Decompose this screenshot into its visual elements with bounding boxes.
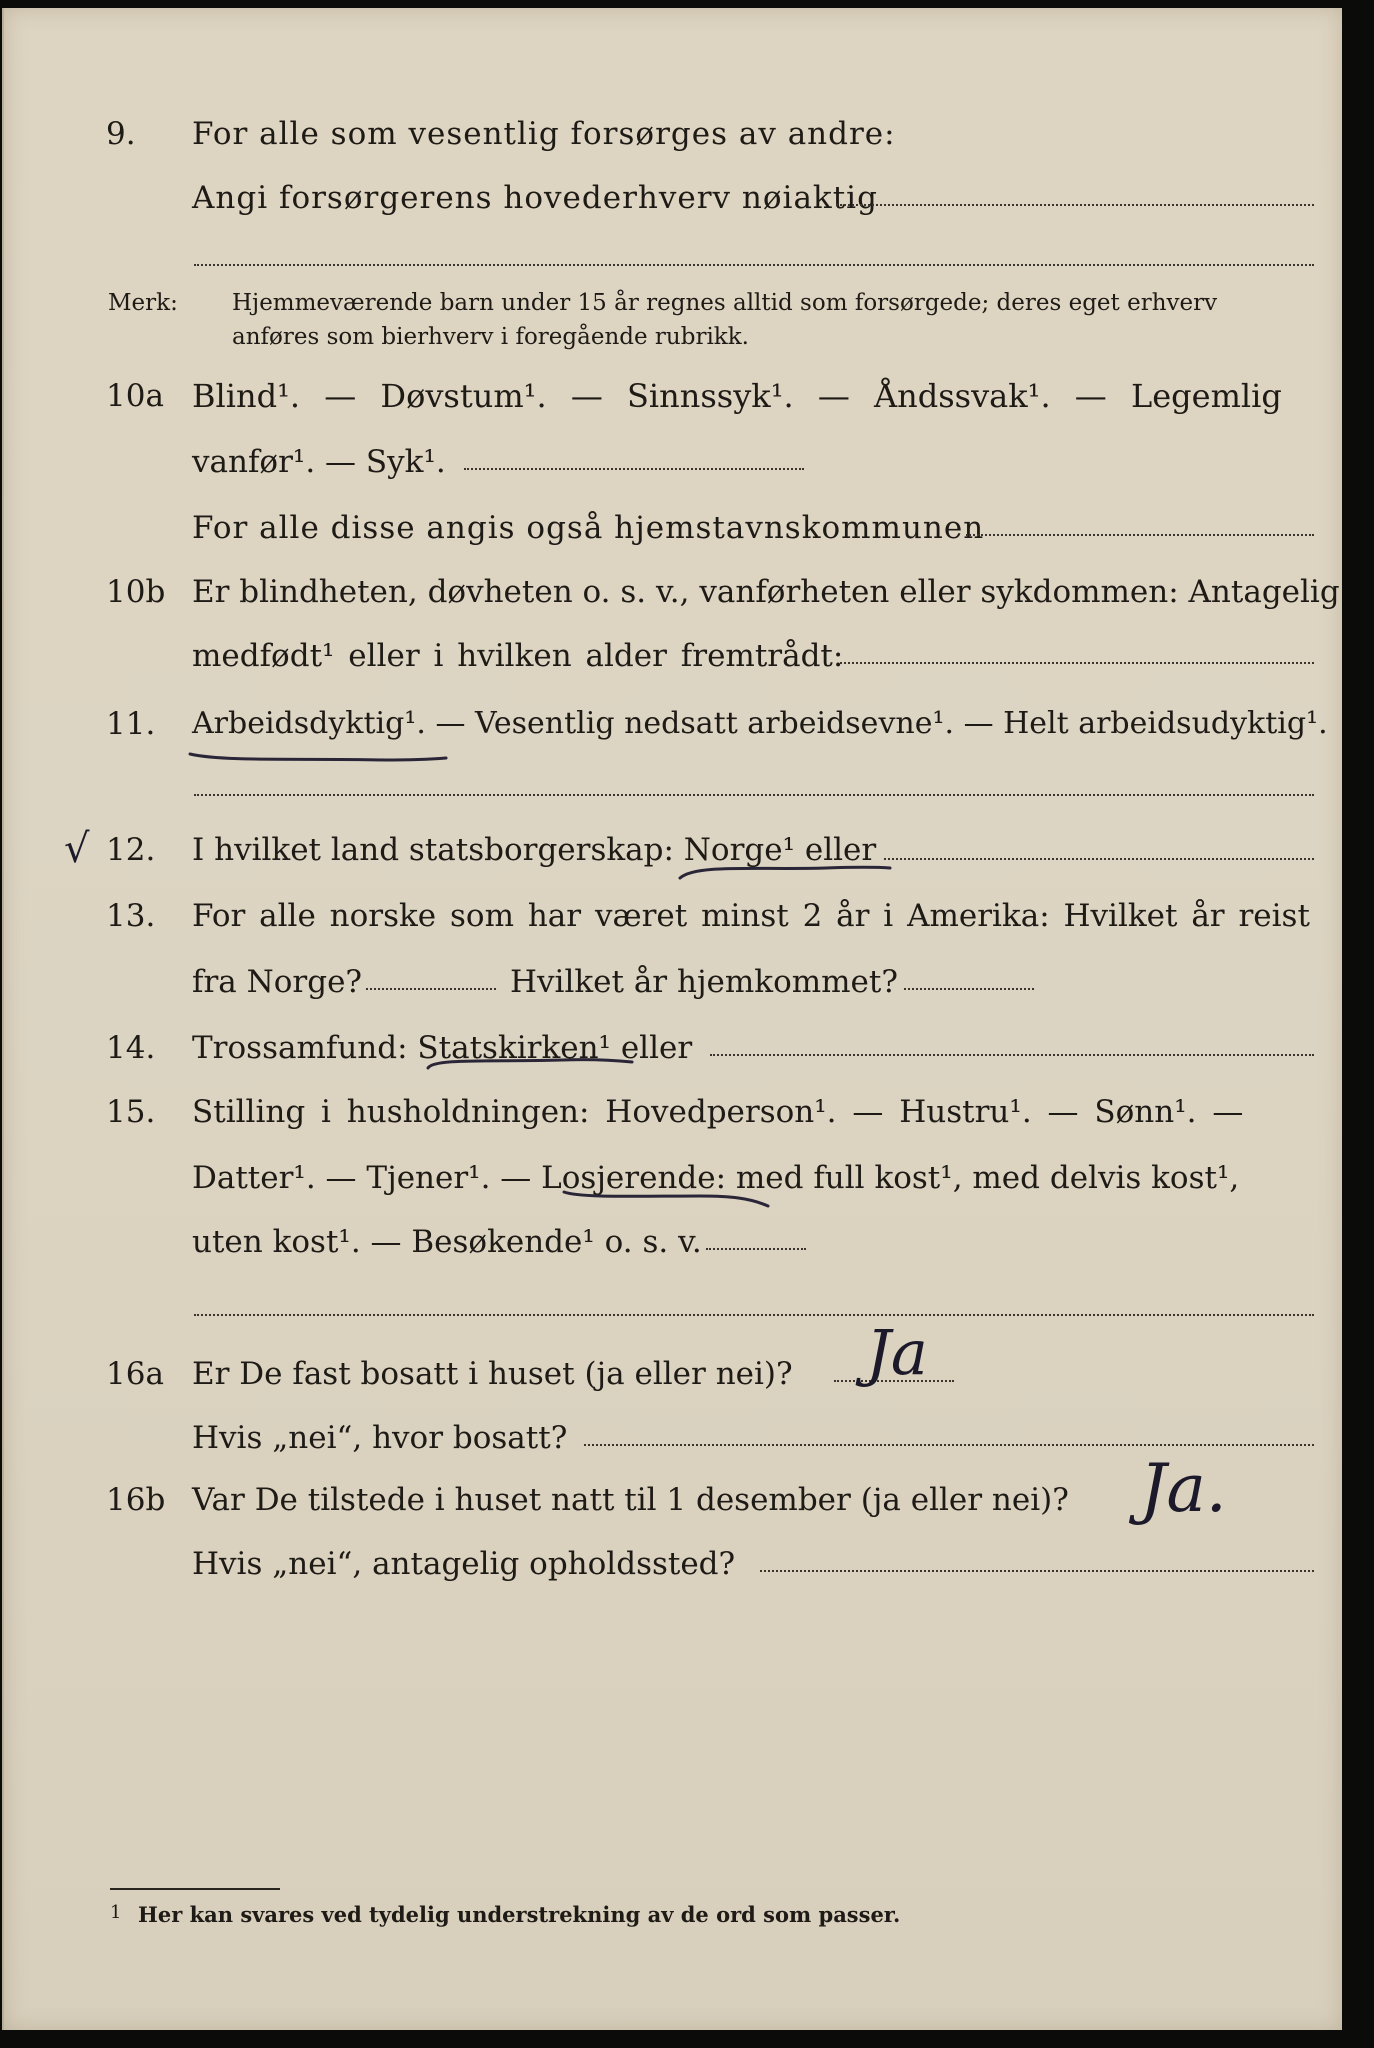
q16b-line1: Var De tilstede i huset natt til 1 desember (ja eller nei)? — [192, 1482, 1069, 1518]
q13-line2b: Hvilket år hjemkommet? — [510, 964, 898, 1000]
item-number-13: 13. — [106, 898, 156, 934]
q15-line3: uten kost¹. — Besøkende¹ o. s. v. — [192, 1224, 702, 1260]
item-number-14: 14. — [106, 1030, 156, 1066]
q10a-home-line[interactable] — [966, 534, 1314, 536]
item-number-10b: 10b — [106, 574, 166, 610]
item-number-16b: 16b — [106, 1482, 166, 1518]
q10a-line2: vanfør¹. — Syk¹. — [192, 444, 446, 480]
q14-line1: Trossamfund: Statskirken¹ eller — [192, 1030, 693, 1066]
footnote-rule — [110, 1888, 280, 1890]
item-number-15: 15. — [106, 1094, 156, 1130]
item-number-12: 12. — [106, 832, 156, 868]
underline-mark — [560, 1184, 780, 1218]
q15-line1: Stilling i husholdningen: Hovedperson¹. — Hustru¹. — Sønn¹. — — [192, 1094, 1244, 1130]
q16a-residence-line[interactable] — [584, 1444, 1314, 1446]
footnote-marker: 1 — [110, 1902, 122, 1923]
footnote-text: Her kan svares ved tydelig understrekning av de ord som passer. — [138, 1902, 901, 1927]
item-number-11: 11. — [106, 706, 156, 742]
q15-answer-line[interactable] — [706, 1248, 806, 1250]
q9-answer-line[interactable] — [836, 204, 1314, 206]
q9-answer-line-2[interactable] — [194, 264, 1314, 266]
q13-year-returned-line[interactable] — [904, 988, 1034, 990]
q14-answer-line[interactable] — [710, 1054, 1314, 1056]
q9-line1: For alle som vesentlig forsørges av andre: — [192, 116, 896, 152]
merk-line1: Hjemmeværende barn under 15 år regnes alltid som forsørgede; deres eget erhverv — [232, 290, 1218, 316]
q15-line2: Datter¹. — Tjener¹. — Losjerende: med full kost¹, med delvis kost¹, — [192, 1160, 1240, 1196]
footnote — [110, 1902, 901, 1927]
q12-answer-line[interactable] — [884, 858, 1314, 860]
item-number-10a: 10a — [106, 378, 164, 414]
q10a-answer-line[interactable] — [464, 468, 804, 470]
q12-line1: I hvilket land statsborgerskap: Norge¹ eller — [192, 832, 877, 868]
q13-line1: For alle norske som har været minst 2 år i Amerika: Hvilket år reist — [192, 898, 1310, 934]
underline-mark — [422, 1048, 642, 1078]
q16b-line2: Hvis „nei“, antagelig opholdssted? — [192, 1546, 736, 1582]
q10a-line3: For alle disse angis også hjemstavnskommunen — [192, 510, 985, 546]
q16a-handwritten-answer: Ja — [866, 1316, 928, 1389]
q13-line2a: fra Norge? — [192, 964, 363, 1000]
q13-year-left-line[interactable] — [366, 988, 496, 990]
q16a-line1: Er De fast bosatt i huset (ja eller nei)? — [192, 1356, 793, 1392]
q11-answer-line[interactable] — [194, 794, 1314, 796]
q10b-line2: medfødt¹ eller i hvilken alder fremtrådt: — [192, 638, 844, 674]
underline-mark — [184, 742, 454, 770]
q11-line1: Arbeidsdyktig¹. — Vesentlig nedsatt arbeidsevne¹. — Helt arbeidsudyktig¹. — [192, 706, 1328, 741]
check-mark: √ — [64, 826, 90, 872]
census-form-page — [2, 8, 1342, 2030]
q15-answer-line-2[interactable] — [194, 1314, 1314, 1316]
merk-line2: anføres som bierhverv i foregående rubrikk. — [232, 324, 749, 350]
q16a-line2: Hvis „nei“, hvor bosatt? — [192, 1420, 568, 1456]
q9-line2: Angi forsørgerens hovederhverv nøiaktig — [192, 180, 878, 216]
underline-mark — [676, 858, 896, 888]
q10a-line1: Blind¹. — Døvstum¹. — Sinnssyk¹. — Åndssvak¹. — Legemlig — [192, 377, 1282, 415]
item-number-16a: 16a — [106, 1356, 164, 1392]
merk-label: Merk: — [108, 290, 178, 316]
q10b-line1: Er blindheten, døvheten o. s. v., vanførheten eller sykdommen: Antagelig — [192, 574, 1340, 610]
q16b-whereabouts-line[interactable] — [760, 1570, 1314, 1572]
q10b-answer-line[interactable] — [840, 662, 1314, 664]
item-number-9: 9. — [106, 116, 136, 152]
q16b-handwritten-answer: Ja. — [1140, 1450, 1227, 1527]
